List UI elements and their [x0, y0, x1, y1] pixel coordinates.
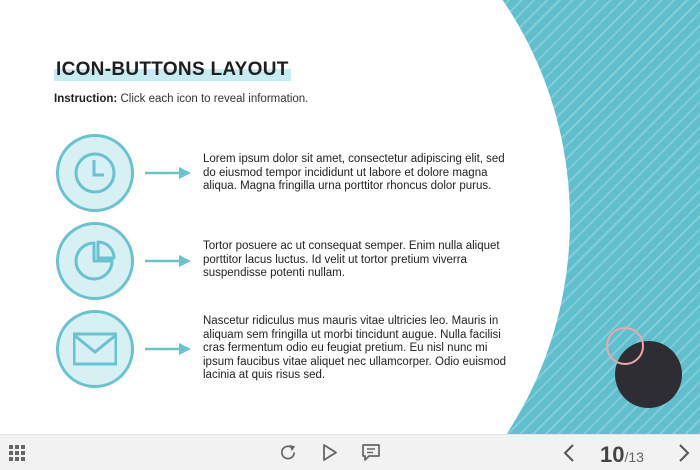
clock-icon [73, 151, 117, 195]
clock-icon-button[interactable] [56, 134, 134, 212]
comment-icon[interactable] [361, 443, 381, 462]
grid-menu-icon[interactable] [9, 445, 26, 462]
play-icon[interactable] [322, 443, 338, 462]
instruction [54, 93, 308, 105]
replay-icon[interactable] [279, 443, 298, 462]
arrow-right-icon [145, 166, 191, 180]
pie-chart-icon [73, 239, 117, 283]
decorative-outline-circle [606, 327, 644, 365]
arrow-right-icon [145, 342, 191, 356]
item-3-description: Nascetur ridiculus mus mauris vitae ultricies leo. Mauris in aliquam sem fringilla ut morbi tincidunt augue. Nulla facilisi cras fermentum odio eu feugiat pretium. Eu nisl nunc mi ipsum faucibus vitae aliquet nec ullamcorper. Odio euismod lacinia at quis risus sed. [203, 315, 506, 381]
slide-title: ICON-BUTTONS LAYOUT [56, 59, 289, 80]
arrow-right-icon [145, 254, 191, 268]
envelope-icon-button[interactable] [56, 310, 134, 388]
instruction-text: Click each icon to reveal information. [120, 93, 309, 105]
current-page: 10 [600, 442, 625, 467]
envelope-icon [73, 327, 117, 371]
pie-chart-icon-button[interactable] [56, 222, 134, 300]
item-1-description: Lorem ipsum dolor sit amet, consectetur adipiscing elit, sed do eiusmod tempor incididunt ut labore et dolore magna aliqua. Magna fringilla urna porttitor rhoncus dolor purus. [203, 153, 505, 192]
instruction-label: Instruction: [54, 93, 118, 105]
chevron-left-icon[interactable] [562, 443, 576, 463]
total-pages: /13 [624, 449, 644, 465]
page-indicator [600, 442, 644, 468]
chevron-right-icon[interactable] [677, 443, 691, 463]
item-2-description: Tortor posuere ac ut consequat semper. Enim nulla aliquet porttitor lacus luctus. Id velit ut tortor pretium viverra suspendisse potenti nullam. [203, 240, 500, 279]
player-toolbar [0, 434, 700, 470]
